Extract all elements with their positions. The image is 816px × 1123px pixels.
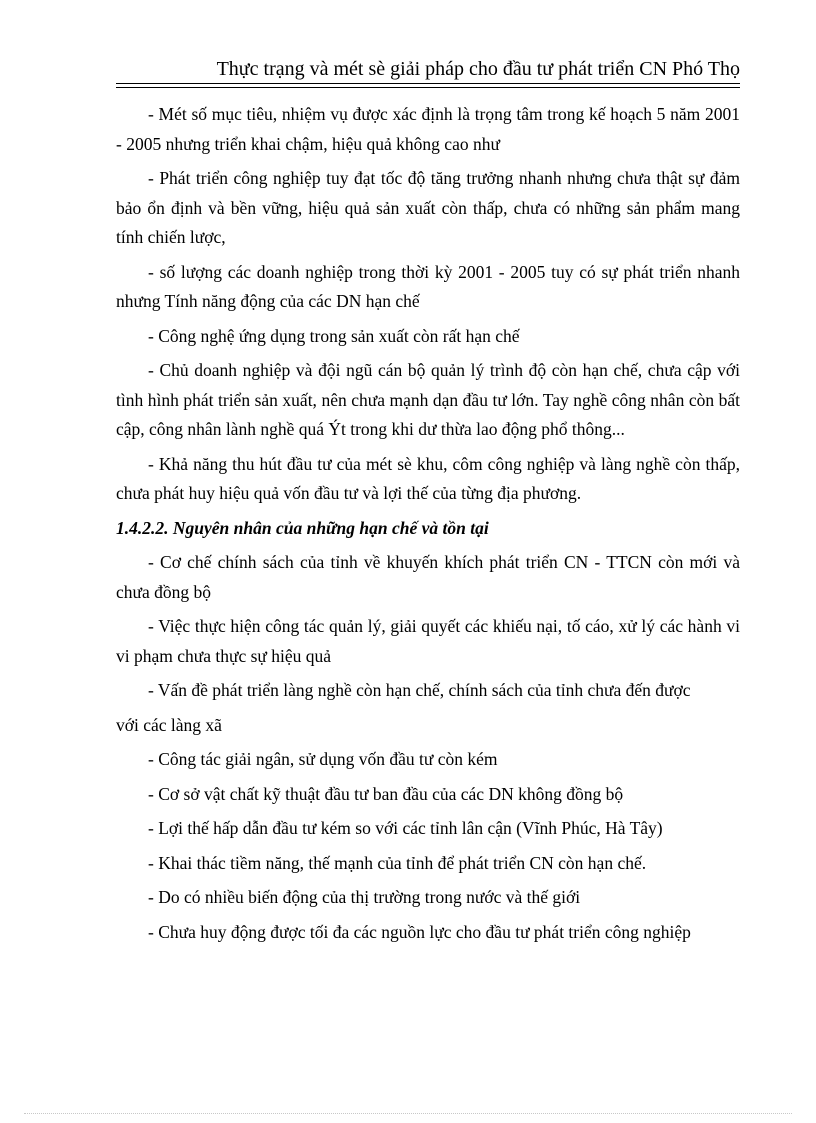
header-rule-bottom [116, 87, 740, 88]
paragraph: - số lượng các doanh nghiệp trong thời kỳ 2001 - 2005 tuy có sự phát triển nhanh nhưng Tính năng động của các DN hạn chế [116, 261, 740, 311]
running-header: Thực trạng và mét sè giải pháp cho đầu tư phát triển CN Phó Thọ [216, 58, 740, 80]
cause-item: - Do có nhiều biến động của thị trường trong nước và thế giới [148, 887, 581, 907]
cause-item: - Cơ sở vật chất kỹ thuật đầu tư ban đầu của các DN không đồng bộ [148, 783, 624, 804]
section-heading: 1.4.2.2. Nguyên nhân của những hạn chế và tồn tại [116, 517, 489, 538]
document-body [116, 100, 740, 952]
cause-item-continuation: với các làng xã [116, 714, 222, 735]
paragraph: - Mét số mục tiêu, nhiệm vụ được xác định là trọng tâm trong kế hoạch 5 năm 2001 - 2005 nhưng triển khai chậm, hiệu quả không cao như [116, 104, 740, 154]
page-bottom-border [24, 1113, 792, 1114]
paragraph: - Chủ doanh nghiệp và đội ngũ cán bộ quản lý trình độ còn hạn chế, chưa cập với tình hình phát triển sản xuất, nên chưa mạnh dạn đầu tư lớn. Tay nghề công nhân còn bất cập, công nhân lành nghề quá Ýt trong khi dư thừa lao động phổ thông... [116, 360, 740, 439]
cause-item: - Công tác giải ngân, sử dụng vốn đầu tư còn kém [148, 749, 498, 769]
cause-item: - Chưa huy động được tối đa các nguồn lực cho đầu tư phát triển công nghiệp [148, 921, 691, 942]
cause-item: - Vấn đề phát triển làng nghề còn hạn chế, chính sách của tỉnh chưa đến được [148, 680, 691, 700]
cause-item: - Lợi thế hấp dẫn đầu tư kém so với các tỉnh lân cận (Vĩnh Phúc, Hà Tây) [148, 818, 663, 838]
cause-item: - Cơ chế chính sách của tỉnh về khuyến khích phát triển CN - TTCN còn mới và chưa đồng bộ [116, 552, 740, 602]
paragraph: - Công nghệ ứng dụng trong sản xuất còn rất hạn chế [148, 325, 520, 346]
header-rule-top [116, 83, 740, 84]
paragraph: - Phát triển công nghiệp tuy đạt tốc độ tăng trưởng nhanh nhưng chưa thật sự đảm bảo ổn định và bền vững, hiệu quả sản xuất còn thấp, chưa có những sản phẩm mang tính chiến lược, [116, 168, 740, 247]
cause-item: - Khai thác tiềm năng, thế mạnh của tỉnh để phát triển CN còn hạn chế. [148, 852, 647, 873]
paragraph: - Khả năng thu hút đầu tư của mét sè khu, côm công nghiệp và làng nghề còn thấp, chưa phát huy hiệu quả vốn đầu tư và lợi thế của từng địa phương. [116, 453, 740, 503]
cause-item: - Việc thực hiện công tác quản lý, giải quyết các khiếu nại, tố cáo, xử lý các hành vi vi phạm chưa thực sự hiệu quả [116, 616, 740, 666]
